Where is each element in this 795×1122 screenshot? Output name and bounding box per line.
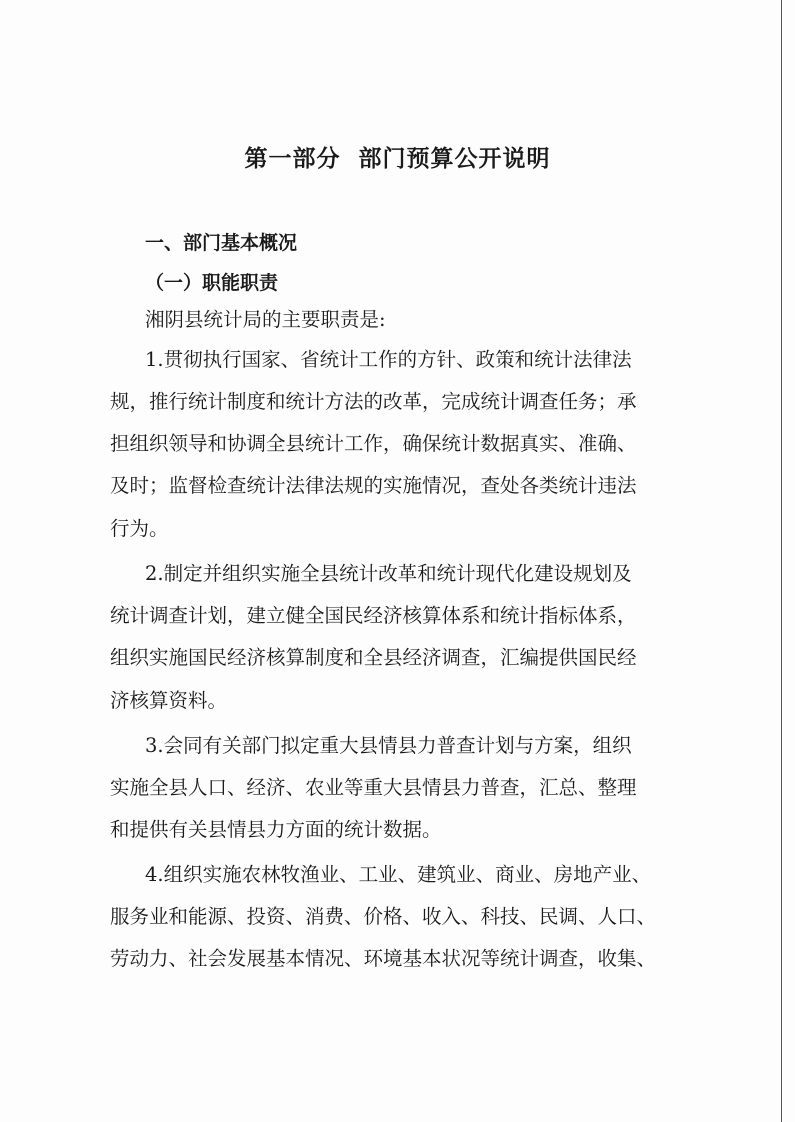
paragraph-line: 和提供有关县情县力方面的统计数据。 (110, 818, 442, 841)
paragraph-line: 及时；监督检查统计法律法规的实施情况，查处各类统计违法 (110, 474, 637, 497)
paragraph-line: 组织实施国民经济核算制度和全县经济调查，汇编提供国民经 (110, 646, 637, 669)
intro-line: 湘阴县统计局的主要职责是: (145, 308, 386, 331)
section-heading: 一、部门基本概况 (145, 232, 298, 254)
paragraph-line: 服务业和能源、投资、消费、价格、收入、科技、民调、人口、 (110, 905, 657, 928)
subsection-heading: （一）职能职责 (145, 272, 279, 294)
paragraph-line: 1.贯彻执行国家、省统计工作的方针、政策和统计法律法 (145, 348, 632, 371)
paragraph-line: 劳动力、社会发展基本情况、环境基本状况等统计调查，收集、 (110, 947, 657, 970)
paragraph-line: 3.会同有关部门拟定重大县情县力普查计划与方案，组织 (145, 734, 632, 757)
paragraph-line: 4.组织实施农林牧渔业、工业、建筑业、商业、房地产业、 (145, 863, 652, 886)
paragraph-line: 统计调查计划，建立健全国民经济核算体系和统计指标体系， (110, 604, 637, 627)
paragraph-line: 行为。 (110, 517, 169, 540)
document-title: 第一部分 部门预算公开说明 (244, 146, 551, 172)
paragraph-line: 实施全县人口、经济、农业等重大县情县力普查，汇总、整理 (110, 776, 637, 799)
paragraph-line: 济核算资料。 (110, 689, 228, 712)
paragraph-line: 2.制定并组织实施全县统计改革和统计现代化建设规划及 (145, 562, 632, 585)
paragraph-line: 担组织领导和协调全县统计工作，确保统计数据真实、准确、 (110, 432, 637, 455)
paragraph-line: 规，推行统计制度和统计方法的改革，完成统计调查任务；承 (110, 390, 637, 413)
